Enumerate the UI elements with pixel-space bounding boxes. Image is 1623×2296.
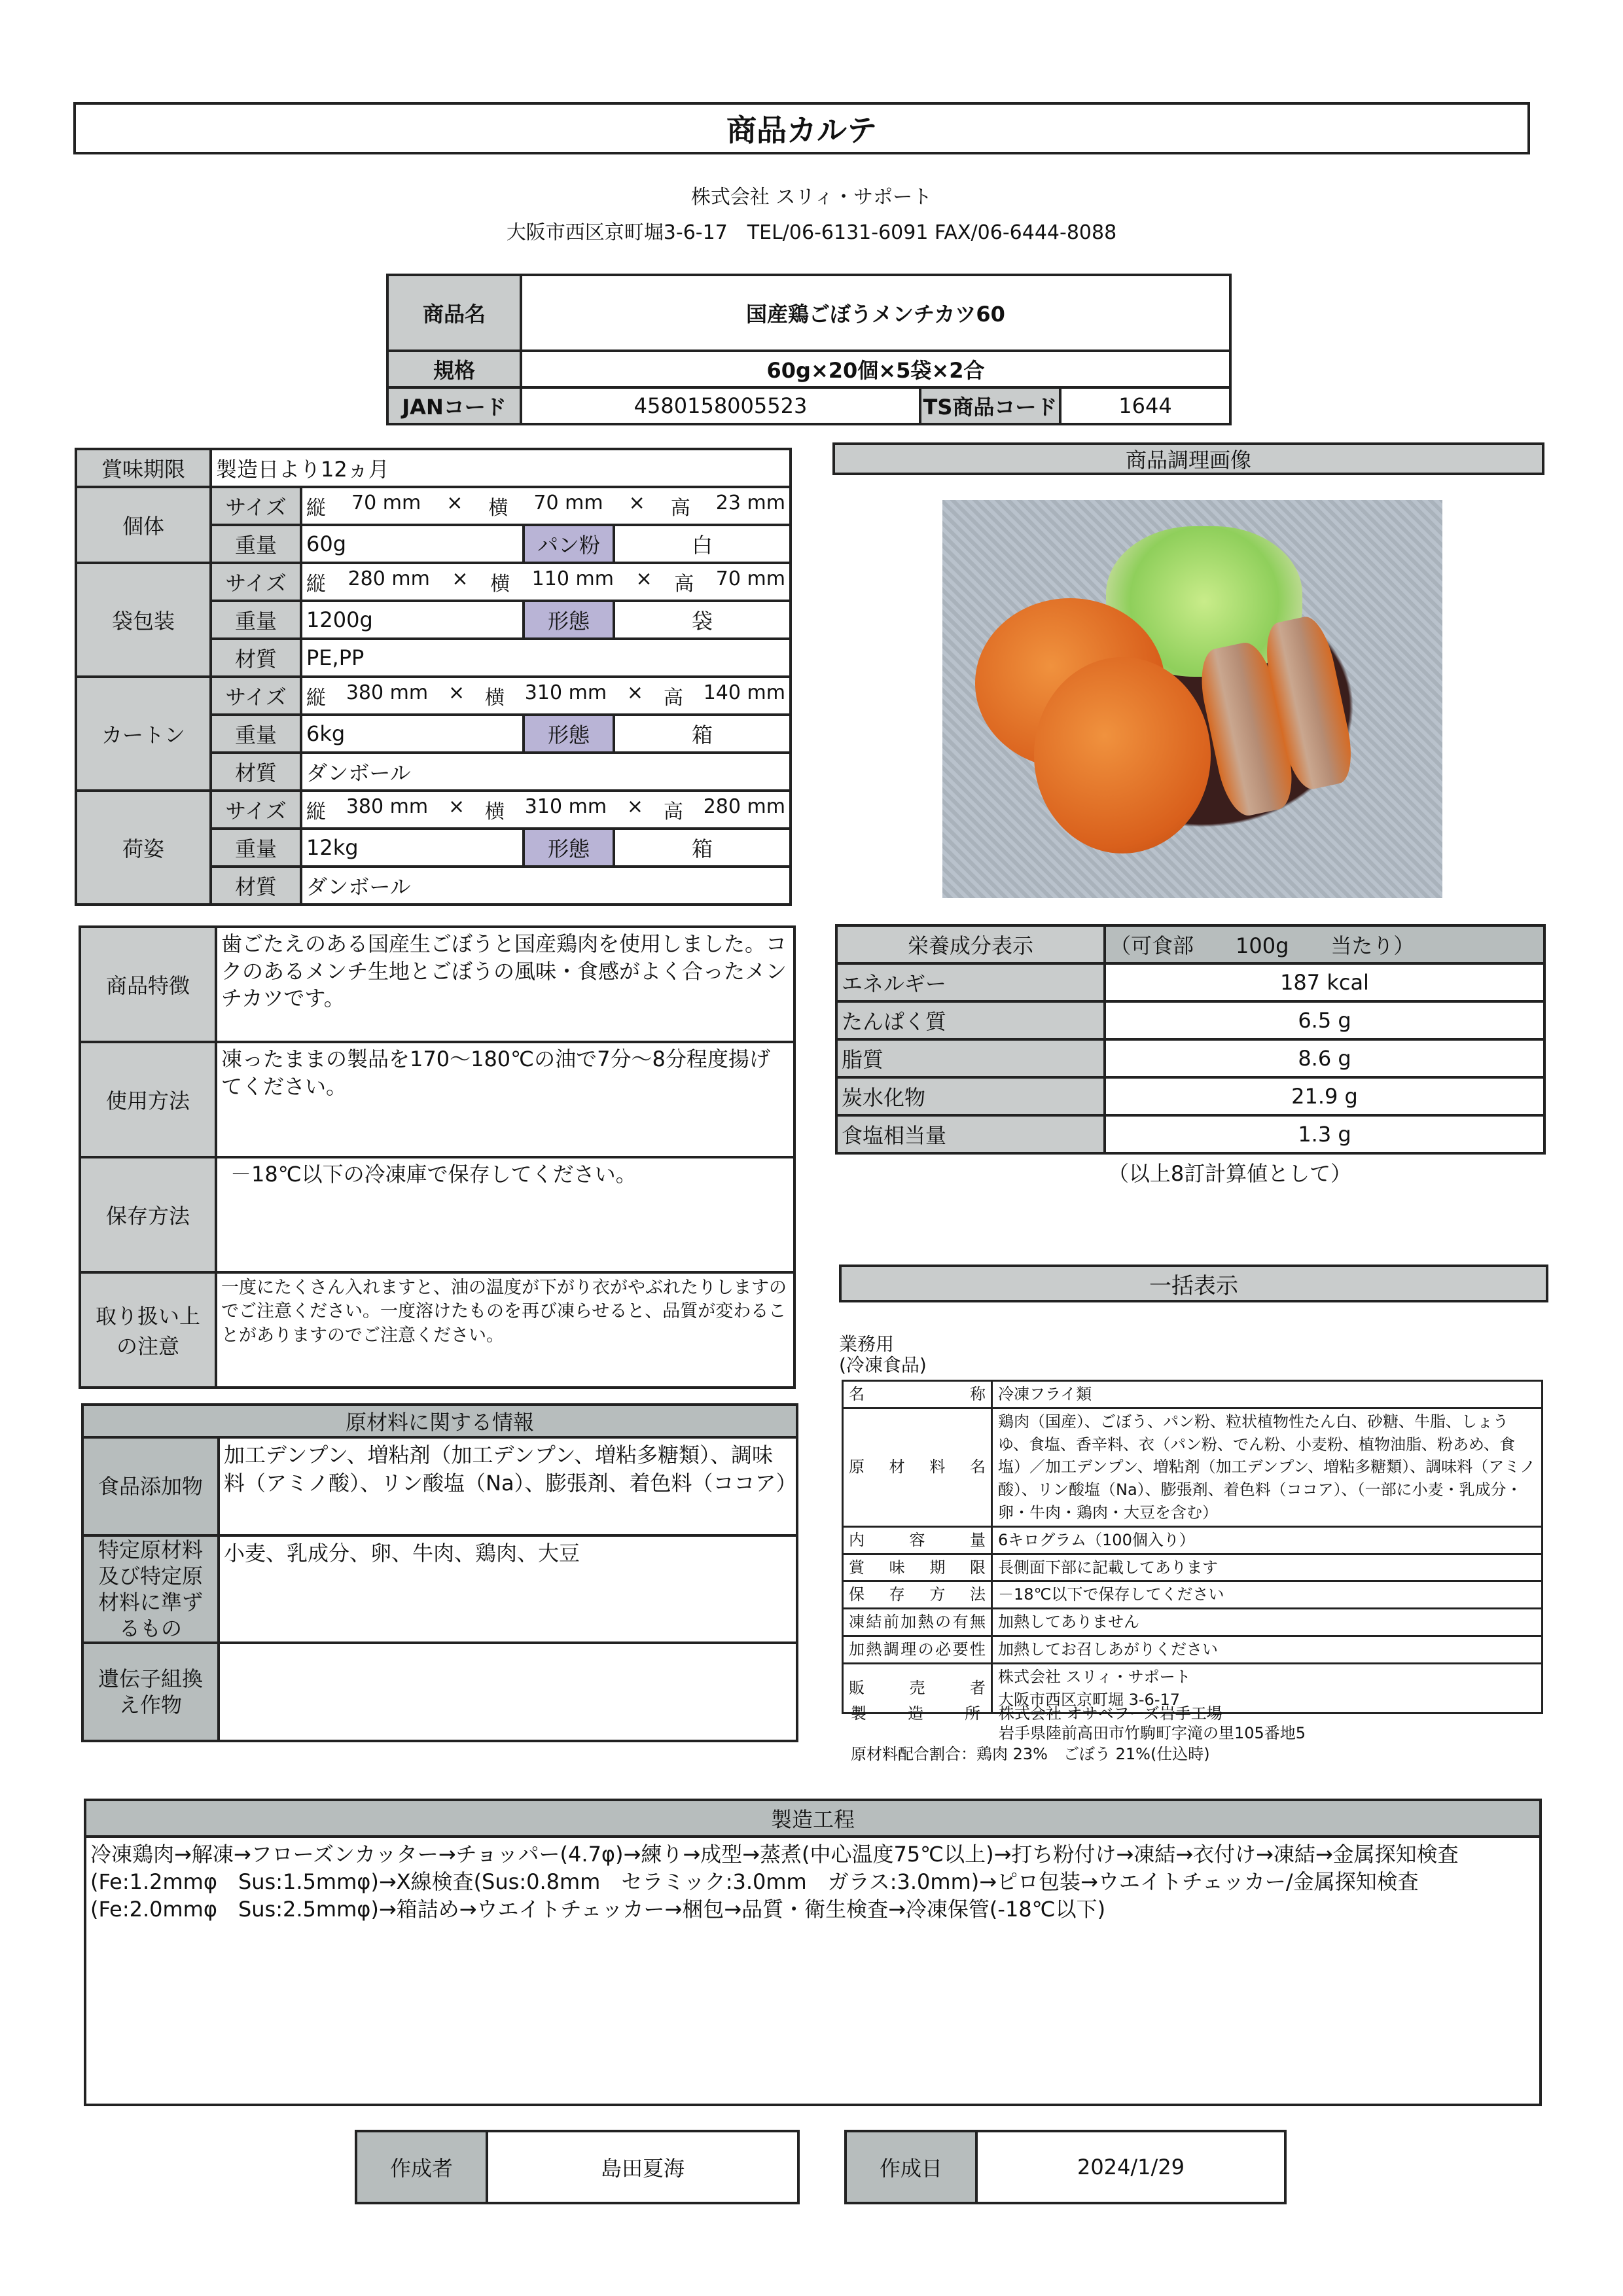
bulk-row-label: 賞味期限 <box>843 1554 992 1581</box>
bulk-label-type: (冷凍食品) <box>839 1354 927 1376</box>
jan-code: 4580158005523 <box>521 387 920 424</box>
bag-weight: 1200g <box>301 601 524 639</box>
nutrition-note: （以上8訂計算値として） <box>1107 1161 1352 1186</box>
bag-label: 袋包装 <box>76 563 211 677</box>
raw-materials-table <box>81 1403 798 1742</box>
spec-label: 規格 <box>387 351 521 387</box>
ts-code-label: TS商品コード <box>920 387 1060 424</box>
carton-label: カートン <box>76 677 211 791</box>
ts-code: 1644 <box>1060 387 1230 424</box>
bulk-row-label: 凍結前加熱の有無 <box>843 1609 992 1636</box>
product-info-table <box>386 274 1232 425</box>
caution-label: 取り扱い上の注意 <box>80 1272 216 1388</box>
material-label: 材質 <box>211 753 301 791</box>
usage-text: 凍ったままの製品を170～180℃の油で7分～8分程度揚げてください。 <box>216 1042 794 1157</box>
additives-text: 加工デンプン、増粘剤（加工デンプン、増粘多糖類）、調味料（アミノ酸）、リン酸塩（Na）、膨張剤、着色料（ココア） <box>219 1437 797 1535</box>
bulk-row-label: 保存方法 <box>843 1581 992 1609</box>
nutrition-header: 栄養成分表示 <box>836 925 1105 963</box>
nutrition-row-label: 炭水化物 <box>836 1077 1105 1115</box>
bulk-label-usage: 業務用 <box>839 1333 895 1355</box>
form-label: 形態 <box>524 601 614 639</box>
gmo-label: 遺伝子組換え作物 <box>82 1643 219 1741</box>
bulk-row-label: 販売者 <box>843 1663 992 1713</box>
allergens-label: 特定原材料及び特定原材料に準ずるもの <box>82 1535 219 1643</box>
weight-label: 重量 <box>211 525 301 563</box>
material-label: 材質 <box>211 867 301 905</box>
carton-weight: 6kg <box>301 715 524 753</box>
product-photo <box>942 500 1442 898</box>
weight-label: 重量 <box>211 715 301 753</box>
raw-materials-header: 原材料に関する情報 <box>82 1405 797 1437</box>
storage-text: －18℃以下の冷凍庫で保存してください。 <box>216 1157 794 1272</box>
company-address: 大阪市西区京町堀3-6-17 TEL/06-6131-6091 FAX/06-6444-8088 <box>506 221 1117 244</box>
shipping-form: 箱 <box>614 829 791 867</box>
carton-material: ダンボール <box>301 753 791 791</box>
individual-dimensions: 縦 70 mm × 横 70 mm × 高 23 mm <box>306 492 785 520</box>
shipping-weight: 12kg <box>301 829 524 867</box>
nutrition-basis: （可食部 100g 当たり） <box>1105 925 1544 963</box>
nutrition-row-value: 187 kcal <box>1105 963 1544 1001</box>
product-name: 国産鶏ごぼうメンチカツ60 <box>521 275 1230 351</box>
created-date: 2024/1/29 <box>976 2131 1285 2203</box>
size-label: サイズ <box>211 563 301 601</box>
document-title: 商品カルテ <box>73 102 1530 154</box>
author-name: 島田夏海 <box>487 2131 798 2203</box>
bulk-row-value: 6キログラム（100個入り） <box>992 1526 1543 1554</box>
allergens-text: 小麦、乳成分、卵、牛肉、鶏肉、大豆 <box>219 1535 797 1643</box>
form-label: 形態 <box>524 715 614 753</box>
bulk-row-value: －18℃以下で保存してください <box>992 1581 1543 1609</box>
material-label: 材質 <box>211 639 301 677</box>
bulk-row-label: 内容量 <box>843 1526 992 1554</box>
process-text: 冷凍鶏肉→解凍→フローズンカッター→チョッパー(4.7φ)→練り→成型→蒸煮(中心温度75℃以上)→打ち粉付け→凍結→衣付け→凍結→金属探知検査(Fe:1.2mmφ Sus:1.5mmφ)→X線検査(Sus:0.8mm セラミック:3.0mm ガラス:3.0mm)→ピロ包装→ウエイトチェッカー/金属探知検査(Fe:2.0mmφ Sus:2.5mmφ)→箱詰め→ウエイトチェッカー→梱包→品質・衛生検査→冷凍保管(-18℃以下) <box>85 1837 1541 2105</box>
packaging-spec-table <box>75 448 792 906</box>
manufacturer-label: 製造所 <box>851 1704 982 1723</box>
breadcrumb-label: パン粉 <box>524 525 614 563</box>
date-box <box>844 2130 1287 2204</box>
size-label: サイズ <box>211 791 301 829</box>
bulk-row-value: 長側面下部に記載してあります <box>992 1554 1543 1581</box>
manufacturer-address: 岩手県陸前高田市竹駒町字滝の里105番地5 <box>999 1724 1306 1742</box>
carton-form: 箱 <box>614 715 791 753</box>
shipping-dimensions: 縦 380 mm × 横 310 mm × 高 280 mm <box>306 795 785 823</box>
feature-text: 歯ごたえのある国産生ごぼうと国産鶏肉を使用しました。コクのあるメンチ生地とごぼうの風味・食感がよく合ったメンチカツです。 <box>216 927 794 1042</box>
nutrition-row-value: 21.9 g <box>1105 1077 1544 1115</box>
nutrition-row-label: たんぱく質 <box>836 1001 1105 1039</box>
individual-weight: 60g <box>301 525 524 563</box>
bag-material: PE,PP <box>301 639 791 677</box>
feature-label: 商品特徴 <box>80 927 216 1042</box>
nutrition-row-label: エネルギー <box>836 963 1105 1001</box>
size-label: サイズ <box>211 487 301 525</box>
size-label: サイズ <box>211 677 301 715</box>
bulk-row-value: 冷凍フライ類 <box>992 1381 1543 1408</box>
shipping-material: ダンボール <box>301 867 791 905</box>
bulk-row-value: 加熱してお召しあがりください <box>992 1636 1543 1663</box>
bag-form: 袋 <box>614 601 791 639</box>
process-header: 製造工程 <box>85 1800 1541 1837</box>
date-label: 作成日 <box>846 2131 976 2203</box>
weight-label: 重量 <box>211 829 301 867</box>
bag-dimensions: 縦 280 mm × 横 110 mm × 高 70 mm <box>306 567 785 596</box>
author-label: 作成者 <box>356 2131 487 2203</box>
product-image-header: 商品調理画像 <box>832 442 1544 475</box>
breadcrumb-value: 白 <box>614 525 791 563</box>
shelf-life-value: 製造日より12ヵ月 <box>211 449 791 487</box>
nutrition-row-value: 1.3 g <box>1105 1115 1544 1153</box>
weight-label: 重量 <box>211 601 301 639</box>
manufacturing-process-table <box>84 1799 1542 2106</box>
bulk-label-header: 一括表示 <box>839 1265 1548 1302</box>
company-name: 株式会社 スリィ・サポート <box>690 186 933 209</box>
bulk-row-label: 加熱調理の必要性 <box>843 1636 992 1663</box>
shelf-life-label: 賞味期限 <box>76 449 211 487</box>
nutrition-row-value: 8.6 g <box>1105 1039 1544 1077</box>
product-name-label: 商品名 <box>387 275 521 351</box>
bulk-row-label: 名称 <box>843 1381 992 1408</box>
manufacturer-name: 株式会社 オサベフーズ岩手工場 <box>999 1704 1222 1723</box>
form-label: 形態 <box>524 829 614 867</box>
bulk-row-label: 原材料名 <box>843 1408 992 1526</box>
product-spec: 60g×20個×5袋×2合 <box>521 351 1230 387</box>
additives-label: 食品添加物 <box>82 1437 219 1535</box>
nutrition-row-label: 食塩相当量 <box>836 1115 1105 1153</box>
caution-text: 一度にたくさん入れますと、油の温度が下がり衣がやぶれたりしますのでご注意ください。一度溶けたものを再び凍らせると、品質が変わることがありますのでご注意ください。 <box>216 1272 794 1388</box>
shipping-label: 荷姿 <box>76 791 211 905</box>
product-features-table <box>79 925 796 1389</box>
nutrition-row-label: 脂質 <box>836 1039 1105 1077</box>
gmo-text <box>219 1643 797 1741</box>
ingredient-ratio: 原材料配合割合：鶏肉 23% ごぼう 21%(仕込時) <box>851 1745 1210 1763</box>
carton-dimensions: 縦 380 mm × 横 310 mm × 高 140 mm <box>306 681 785 709</box>
storage-label: 保存方法 <box>80 1157 216 1272</box>
nutrition-table <box>835 924 1546 1155</box>
cutlet-shape <box>1034 657 1211 853</box>
bulk-row-value: 鶏肉（国産）、ごぼう、パン粉、粒状植物性たん白、砂糖、牛脂、しょうゆ、食塩、香辛料、衣（パン粉、でん粉、小麦粉、植物油脂、粉あめ、食塩）／加工デンプン、増粘剤（加工デンプン、増粘多糖類）、調味料（アミノ酸）、リン酸塩（Na）、膨張剤、着色料（ココア）、（一部に小麦・乳成分・卵・牛肉・鶏肉・大豆を含む） <box>992 1408 1543 1526</box>
author-box <box>355 2130 800 2204</box>
bulk-row-value: 株式会社 スリィ・サポート 大阪市西区京町堀 3-6-17 <box>992 1663 1543 1713</box>
bulk-label-table <box>842 1380 1543 1714</box>
individual-label: 個体 <box>76 487 211 563</box>
jan-label: JANコード <box>387 387 521 424</box>
usage-label: 使用方法 <box>80 1042 216 1157</box>
nutrition-row-value: 6.5 g <box>1105 1001 1544 1039</box>
bulk-row-value: 加熱してありません <box>992 1609 1543 1636</box>
